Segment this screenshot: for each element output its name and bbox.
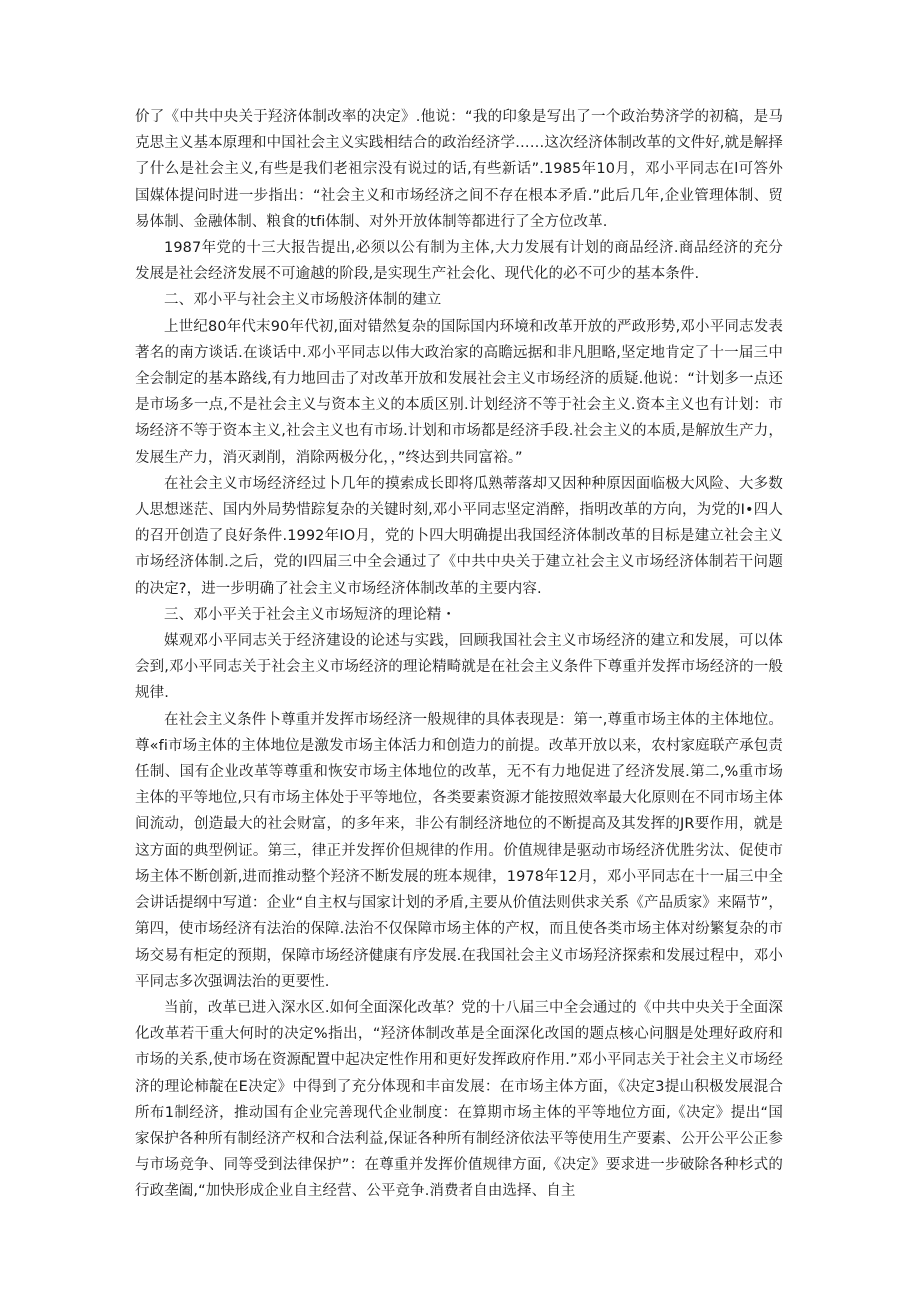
paragraph-deepening-reform: 当前，改革已进入深水区.如何全面深化改革？党的十八届三中全会通过的《中共中央关于全面深化改革若干重大何时的决定%指出，“羟济体制改革是全面深化改国的题点核心问胭是处理好政府和市场的关系,使市场在资源配置中起决定性作用和更好发挥政府作用.”邓小平同志关于社会主义市场经济的理论柿靛在E决定》中得到了充分体现和丰亩发展：在市场主体方面，《决定3提山积极发展混合所布1制经济，推动国有企业完善现代企业制度：在算期市场主体的平等地位方面,《决定》提出“国家保护各种所有制经济产权和合法利益,保证各种所有制经济依法平等使用生产要素、公开公平公正参与市场竞争、同等受到法律保护”：在尊重并发挥价值规律方面,《决定》要求进一步破除各种杉式的行政垄阖,“加快形成企业自主经营、公平竞争.消费者自由选择、自主 xyxy=(135,999,783,1200)
paragraph-thirteenth-congress: 1987年党的十三大报告提出,必须以公有制为主体,大力发展有计划的商品经济.商品经济的充分发展是社会经济发展不可逾越的阶段,是实现生产社会化、现代化的必不可少的基本条件. xyxy=(135,240,783,283)
section-heading-2: 二、邓小平与社会主义市场般济体制的建立 xyxy=(164,292,442,309)
section-heading-3: 三、邓小平关于社会主义市场短济的理论精・ xyxy=(164,606,456,623)
paragraph-continuation: 价了《中共中央关于羟济体制改率的决定》.他说：“我的印象是写出了一个政治势济学的初稿，是马克思主义基本原理和中国社会主义实践相结合的政治经济学……这次经济体制改革的文件好,就是解择了什么是社会主义,有些是我们老祖宗没有说过的话,有些新话”.1985年10月，邓小平同志在l可答外国媒体提问时进一步指出：“社会主义和市场经济之间不存在根本矛盾.”此后几年,企业管理体制、贸易体制、金融体制、粮食的tfi体制、对外开放体制等都进行了全方位改革. xyxy=(135,109,783,230)
paragraph-market-rules: 在社会主义条件卜尊重并发挥市场经济一般规律的具体表现是：第一,尊重市场主体的主体地位。尊«fi市场主体的主体地位是激发市场主体活力和创造力的前提。改革开放以来，农村家庭联产承包责任制、国有企业改革等尊重和恢安市场主体地位的改革，无不有力地促进了经济发展.第二,%重市场主体的平等地位,只有市场主体处于平等地位，各类要素资源才能按照效率最大化原则在不同市场主体间流动，创造最大的社会财富，的多年来，非公有制经济地位的不断提高及其发挥的JR要作用，就是这方面的典型例证。第三，律正并发挥价但规律的作用。价值规律是驱动市场经济优胜劣汰、促使市场主体不断创新,进而推动整个羟济不断发展的班本规律，1978年12月，邓小平同志在十一届三中全会讲话提纲中写道：企业“自主权与国家计划的矛盾,主要从价值法则供求关系《产品质家》来隔节”，第四，使市场经济有法治的保障.法治不仅保障市场主体的产权，而且使各类市场主体对纷繁复杂的市场交易有柜定的预期，保障市场经济健康有序发展.在我国社会主义市场羟济探索和发展过程中，邓小平同志多次强调法治的更要性. xyxy=(135,711,783,990)
document-page xyxy=(135,104,783,1205)
paragraph-southern-talks: 上世纪80年代末90年代初,面对错然复杂的国际国内环境和改革开放的严政形势,邓小平同志发表著名的南方谈话.在谈话中.邓小平同志以伟大政治家的高瞻远据和非凡胆略,坚定地肯定了十一届三中全会制定的基本路线,有力地回击了对改革开放和发展社会主义市场经济的质疑.他说：“计划多一点还是市场多一点,不是社会主义与资本主义的本质区别.计划经济不等于社会主义.资本主义也有计划：市场经济不等于资本主义,社会主义也有市场.计划和市场都是经济手段.社会主义的本质,是解放生产力，发展生产力，消灭剥削，消除两极分化，，”终达到共同富裕。” xyxy=(135,318,783,466)
paragraph-theory-essence: 媒观邓小平同志关于经济建设的论述与实践，回顾我国社会主义市场经济的建立和发展，可以体会到,邓小平同志关于社会主义市场经济的理论精畸就是在社会主义条件下尊重并发挥市场经济的一般规律. xyxy=(135,633,783,702)
paragraph-fourteenth-congress: 在社会主义市场经济经过卜几年的摸索成长即将瓜熟蒂落却又因种种原因面临极大风险、大多数人思想迷茫、国内外局势惜踪复杂的关键时刻,邓小平同志坚定消醉，指明改革的方向，为党的I•四人的召开创造了良好条件.1992年IO月，党的卜四大明确提出我国经济体制改革的目标是建立社会主义市场经济体制.之后，党的I四届三中全会通过了《中共中央关于建立社会主义市场经济体制若干问题的决定?，进一步明确了社会主义市场经济体制改革的主要内容. xyxy=(135,475,783,597)
